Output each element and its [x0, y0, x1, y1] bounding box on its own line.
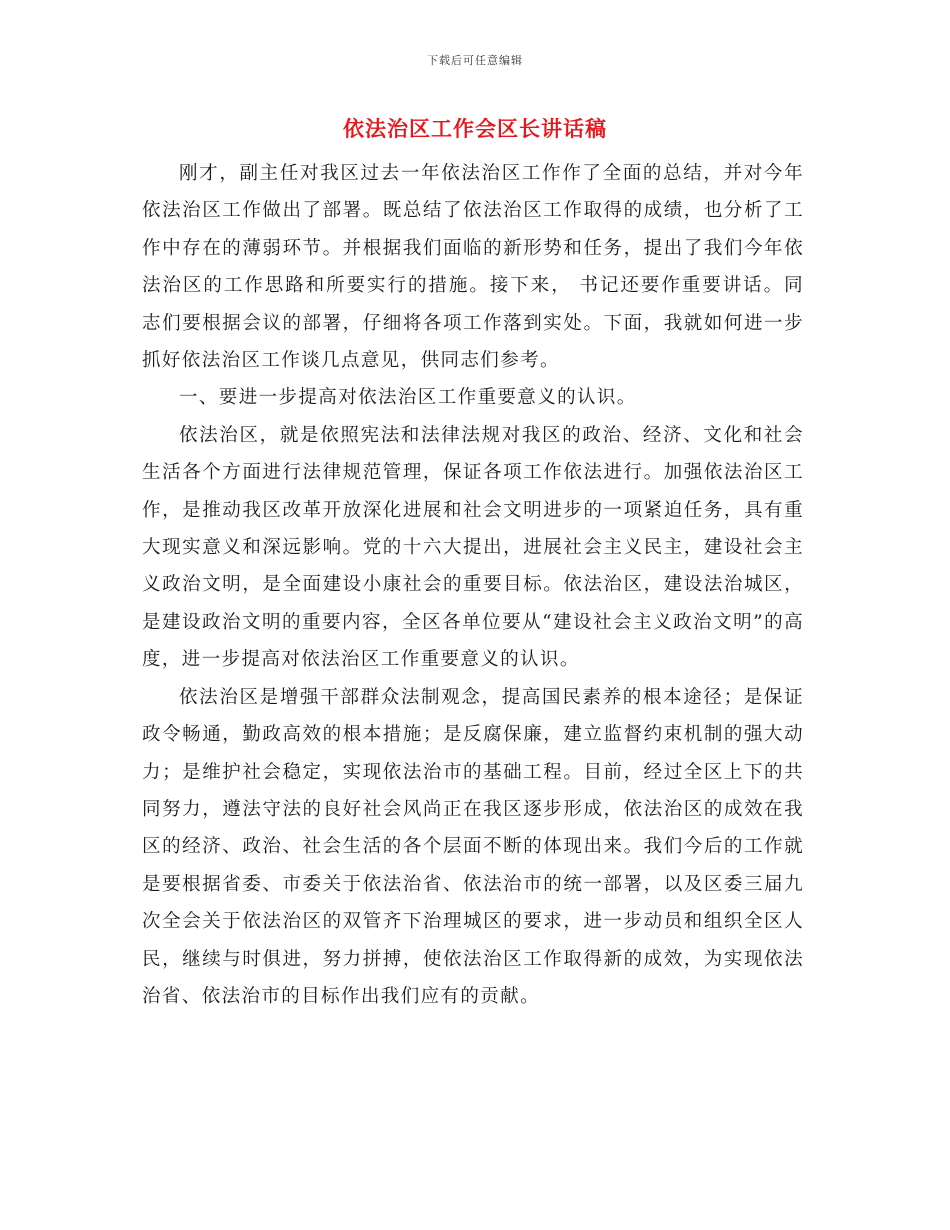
document-title: 依法治区工作会区长讲话稿: [343, 117, 607, 141]
paragraph-opening: 刚才，副主任对我区过去一年依法治区工作作了全面的总结，并对今年依法治区工作做出了部署。既总结了依法治区工作取得的成绩，也分析了工作中存在的薄弱环节。并根据我们面临的新形势和任务，提出了我们今年依法治区的工作思路和所要实行的措施。接下来， 书记还要作重要讲话。同志们要根据会议的部署，仔细将各项工作落到实处。下面，我就如何进一步抓好依法治区工作谈几点意见，供同志们参考。: [142, 163, 804, 372]
section-heading-1: 一、要进一步提高对依法治区工作重要意义的认识。: [179, 387, 637, 409]
paragraph-significance: 依法治区是增强干部群众法制观念，提高国民素养的根本途径；是保证政令畅通，勤政高效的根本措施；是反腐保廉，建立监督约束机制的强大动力；是维护社会稳定，实现依法治市的基础工程。目前，经过全区上下的共同努力，遵法守法的良好社会风尚正在我区逐步形成，依法治区的成效在我区的经济、政治、社会生活的各个层面不断的体现出来。我们今后的工作就是要根据省委、市委关于依法治省、依法治市的统一部署，以及区委三届九次全会关于依法治区的双管齐下治理城区的要求，进一步动员和组织全区人民，继续与时俱进，努力拼搏，使依法治区工作取得新的成效，为实现依法治省、依法治市的目标作出我们应有的贡献。: [142, 686, 804, 1007]
document-body: [142, 155, 804, 1015]
paragraph-definition: 依法治区，就是依照宪法和法律法规对我区的政治、经济、文化和社会生活各个方面进行法律规范管理，保证各项工作依法进行。加强依法治区工作，是推动我区改革开放深化进展和社会文明进步的一项紧迫任务，具有重大现实意义和深远影响。党的十六大提出，进展社会主义民主，建设社会主义政治文明，是全面建设小康社会的重要目标。依法治区，建设法治城区，是建设政治文明的重要内容，全区各单位要从“建设社会主义政治文明”的高度，进一步提高对依法治区工作重要意义的认识。: [142, 424, 804, 671]
header-note: 下载后可任意编辑: [427, 54, 523, 67]
